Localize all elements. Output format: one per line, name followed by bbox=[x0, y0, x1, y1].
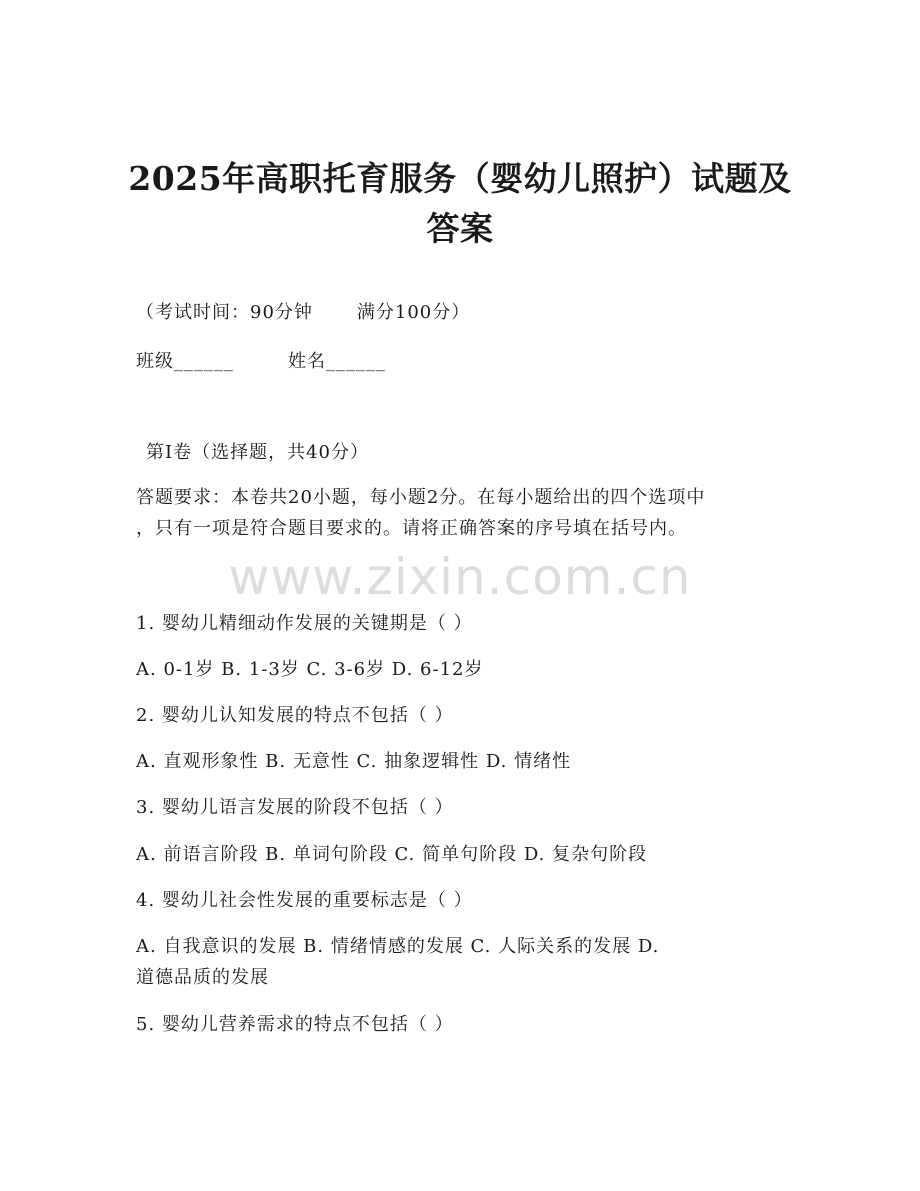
name-field-label: 姓名______ bbox=[288, 351, 386, 372]
question-2-options: A. 直观形象性 B. 无意性 C. 抽象逻辑性 D. 情绪性 bbox=[136, 751, 572, 772]
question-3-options: A. 前语言阶段 B. 单词句阶段 C. 简单句阶段 D. 复杂句阶段 bbox=[136, 844, 648, 865]
exam-title-line-2: 答案 bbox=[426, 209, 494, 248]
section-heading: 第I卷（选择题，共40分） bbox=[146, 442, 370, 463]
question-2-stem: 2. 婴幼儿认知发展的特点不包括（ ） bbox=[136, 705, 454, 726]
question-4-stem: 4. 婴幼儿社会性发展的重要标志是（ ） bbox=[136, 890, 473, 911]
section-instructions-line-1: 答题要求：本卷共20小题，每小题2分。在每小题给出的四个选项中 bbox=[136, 487, 706, 508]
student-fields bbox=[136, 349, 386, 375]
exam-time: （考试时间：90分钟 bbox=[136, 302, 313, 323]
exam-full-score: 满分100分） bbox=[356, 302, 471, 323]
exam-info bbox=[136, 300, 470, 326]
question-3-stem: 3. 婴幼儿语言发展的阶段不包括（ ） bbox=[136, 797, 454, 818]
class-field-label: 班级______ bbox=[136, 351, 234, 372]
question-1-stem: 1. 婴幼儿精细动作发展的关键期是（ ） bbox=[136, 613, 473, 634]
question-5-stem: 5. 婴幼儿营养需求的特点不包括（ ） bbox=[136, 1014, 454, 1035]
question-4-options-line-1: A. 自我意识的发展 B. 情绪情感的发展 C. 人际关系的发展 D. bbox=[136, 936, 660, 957]
exam-title-line-1: 2025年高职托育服务（婴幼儿照护）试题及 bbox=[128, 159, 792, 198]
section-instructions-line-2: ，只有一项是符合题目要求的。请将正确答案的序号填在括号内。 bbox=[136, 518, 687, 539]
watermark: www.zixin.com.cn bbox=[228, 548, 692, 606]
question-4-options-line-2: 道德品质的发展 bbox=[136, 967, 269, 988]
question-1-options: A. 0-1岁 B. 1-3岁 C. 3-6岁 D. 6-12岁 bbox=[136, 659, 484, 680]
